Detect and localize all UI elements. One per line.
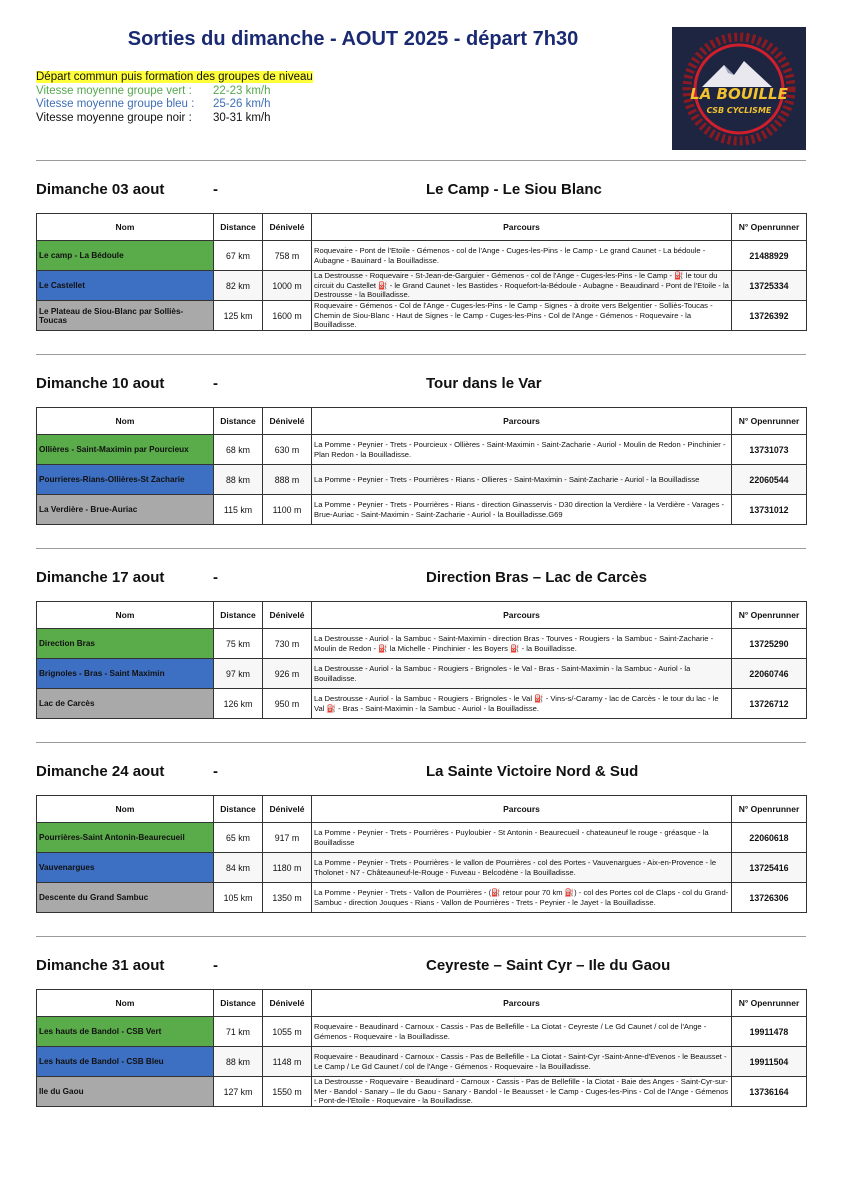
ride-route: Roquevaire - Pont de l'Etoile - Gémenos - col de l'Ange - Cuges-les-Pins - le Camp - Le grand Caunet - La bédoule - Aubagne - Bauinard - la Bouilladisse. (312, 241, 732, 271)
ride-route: La Pomme - Peynier - Trets - Pourrières - le vallon de Pourrières - col des Portes - Vauvenargues - Aix-en-Provence - le Tholonet - N7 - Châteauneuf-le-Rouge - Fuveau - Belcodène - la Bouilladisse. (312, 853, 732, 883)
table-row (37, 823, 807, 853)
column-header-openrunner: N° Openrunner (732, 796, 807, 823)
svg-text:LA BOUILLE: LA BOUILLE (690, 85, 788, 103)
table-row (37, 1047, 807, 1077)
rides-table (36, 407, 807, 525)
openrunner-number: 13725334 (732, 271, 807, 301)
ride-route: La Destrousse - Auriol - la Sambuc - Rougiers - Brignoles - le Val ⛽ - Vins-s/-Caramy - lac de Carcès - le tour du lac - le Val ⛽ - Bras - Saint-Maximin - la Sambuc - Auriol - la Bouilladisse. (312, 689, 732, 719)
section-dash: - (213, 957, 218, 974)
ride-name: Le camp - La Bédoule (37, 241, 214, 271)
blue-group-speed: 25-26 km/h (213, 98, 271, 110)
section-theme: La Sainte Victoire Nord & Sud (426, 763, 639, 780)
openrunner-number: 21488929 (732, 241, 807, 271)
rides-table (36, 601, 807, 719)
ride-route: Roquevaire - Beaudinard - Carnoux - Cassis - Pas de Bellefille - La Ciotat - Saint-Cyr -Saint-Anne-d'Evenos - le Beausset - Le Camp / Le Gd Caunet / col de l'Ange - Gémenos - Roquevaire - la Bouilladisse. (312, 1047, 732, 1077)
section-header (36, 181, 806, 203)
ride-elevation: 888 m (263, 465, 312, 495)
ride-route: La Pomme - Peynier - Trets - Vallon de Pourrières - (⛽ retour pour 70 km ⛽) - col des Portes col de Claps - col du Grand-Sambuc - direction Jouques - Rians - Vallon de Pourrières - Trets - Peynier - le Jayet - la Bouilladisse. (312, 883, 732, 913)
ride-name: Ollières - Saint-Maximin par Pourcieux (37, 435, 214, 465)
table-row (37, 1017, 807, 1047)
openrunner-number: 19911504 (732, 1047, 807, 1077)
table-row (37, 465, 807, 495)
table-header-row (37, 408, 807, 435)
ride-elevation: 1100 m (263, 495, 312, 525)
column-header-denivele: Dénivelé (263, 990, 312, 1017)
openrunner-number: 13731012 (732, 495, 807, 525)
table-header-row (37, 214, 807, 241)
column-header-parcours: Parcours (312, 408, 732, 435)
column-header-openrunner: N° Openrunner (732, 214, 807, 241)
column-header-denivele: Dénivelé (263, 796, 312, 823)
column-header-denivele: Dénivelé (263, 408, 312, 435)
ride-route: La Destrousse - Auriol - la Sambuc - Saint-Maximin - direction Bras - Tourves - Rougiers - la Sambuc - Saint-Zacharie - Moulin de Redon - ⛽ la Michelle - Pinchinier - les Boyers ⛽ - la Bouilladisse. (312, 629, 732, 659)
ride-name: La Verdière - Brue-Auriac (37, 495, 214, 525)
ride-elevation: 730 m (263, 629, 312, 659)
ride-distance: 67 km (214, 241, 263, 271)
table-row (37, 883, 807, 913)
blue-group-label: Vitesse moyenne groupe bleu : (36, 98, 195, 110)
ride-name: Lac de Carcès (37, 689, 214, 719)
ride-name: Brignoles - Bras - Saint Maximin (37, 659, 214, 689)
openrunner-number: 13725290 (732, 629, 807, 659)
ride-distance: 127 km (214, 1077, 263, 1107)
ride-name: Les hauts de Bandol - CSB Bleu (37, 1047, 214, 1077)
ride-distance: 126 km (214, 689, 263, 719)
ride-name: Les hauts de Bandol - CSB Vert (37, 1017, 214, 1047)
ride-distance: 125 km (214, 301, 263, 331)
ride-name: Pourrieres-Rians-Ollières-St Zacharie (37, 465, 214, 495)
section-theme: Direction Bras – Lac de Carcès (426, 569, 647, 586)
ride-elevation: 1600 m (263, 301, 312, 331)
section-day: Dimanche 17 aout (36, 569, 165, 586)
table-row (37, 659, 807, 689)
openrunner-number: 13736164 (732, 1077, 807, 1107)
section-theme: Ceyreste – Saint Cyr – Ile du Gaou (426, 957, 671, 974)
column-header-nom: Nom (37, 602, 214, 629)
column-header-nom: Nom (37, 990, 214, 1017)
column-header-parcours: Parcours (312, 214, 732, 241)
ride-elevation: 1000 m (263, 271, 312, 301)
ride-elevation: 1180 m (263, 853, 312, 883)
ride-name: Pourrières-Saint Antonin-Beaurecueil (37, 823, 214, 853)
table-header-row (37, 990, 807, 1017)
rides-table (36, 795, 807, 913)
openrunner-number: 13726392 (732, 301, 807, 331)
section-divider (36, 160, 806, 161)
section-divider (36, 936, 806, 937)
section-day: Dimanche 10 aout (36, 375, 165, 392)
column-header-distance: Distance (214, 214, 263, 241)
ride-elevation: 917 m (263, 823, 312, 853)
table-row (37, 1077, 807, 1107)
ride-distance: 115 km (214, 495, 263, 525)
section-week-2 (36, 354, 806, 525)
ride-distance: 97 km (214, 659, 263, 689)
ride-elevation: 1550 m (263, 1077, 312, 1107)
ride-elevation: 950 m (263, 689, 312, 719)
svg-text:CSB CYCLISME: CSB CYCLISME (706, 106, 772, 115)
table-row (37, 853, 807, 883)
rides-table (36, 213, 807, 331)
column-header-openrunner: N° Openrunner (732, 602, 807, 629)
section-theme: Tour dans le Var (426, 375, 542, 392)
ride-route: Roquevaire - Beaudinard - Carnoux - Cassis - Pas de Bellefille - La Ciotat - Ceyreste / Le Gd Caunet / col de l'Ange - Gémenos - Roquevaire - la Bouilladisse. (312, 1017, 732, 1047)
ride-distance: 105 km (214, 883, 263, 913)
openrunner-number: 22060618 (732, 823, 807, 853)
column-header-parcours: Parcours (312, 602, 732, 629)
ride-name: Descente du Grand Sambuc (37, 883, 214, 913)
ride-distance: 84 km (214, 853, 263, 883)
section-dash: - (213, 763, 218, 780)
column-header-nom: Nom (37, 214, 214, 241)
section-week-5 (36, 936, 806, 1107)
section-divider (36, 548, 806, 549)
section-divider (36, 354, 806, 355)
ride-route: La Pomme - Peynier - Trets - Pourrières - Rians - direction Ginasservis - D30 direction la Verdière - la Verdière - Varages - Brue-Auriac - Saint-Maximin - Saint-Zacharie - Auriol - la Bouilladisse.G69 (312, 495, 732, 525)
section-theme: Le Camp - Le Siou Blanc (426, 181, 602, 198)
openrunner-number: 19911478 (732, 1017, 807, 1047)
intro-block (36, 71, 313, 125)
green-group-speed: 22-23 km/h (213, 84, 271, 97)
table-header-row (37, 796, 807, 823)
ride-route: La Pomme - Peynier - Trets - Pourrières - Puyloubier - St Antonin - Beaurecueil - chateauneuf le rouge - gréasque - la Bouilladisse (312, 823, 732, 853)
ride-elevation: 926 m (263, 659, 312, 689)
ride-route: La Destrousse - Roquevaire - Beaudinard - Carnoux - Cassis - Pas de Bellefille - la Ciotat - Baie des Anges - Saint-Cyr-sur-Mer - Bandol - Sanary – Ile du Gaou - Sanary - Bandol - le Beausset - le Camp - Cuges-les-Pins - Col de l'Ange - Gémenos - Pont-de-l'Etoile - Roquevaire - la Bouilladisse. (312, 1077, 732, 1107)
ride-name: Le Castellet (37, 271, 214, 301)
table-row (37, 271, 807, 301)
column-header-nom: Nom (37, 408, 214, 435)
table-row (37, 629, 807, 659)
section-header (36, 569, 806, 591)
black-group-label: Vitesse moyenne groupe noir : (36, 111, 192, 124)
ride-distance: 88 km (214, 465, 263, 495)
section-week-1 (36, 160, 806, 331)
section-dash: - (213, 569, 218, 586)
column-header-openrunner: N° Openrunner (732, 408, 807, 435)
ride-distance: 71 km (214, 1017, 263, 1047)
column-header-distance: Distance (214, 990, 263, 1017)
ride-name: Direction Bras (37, 629, 214, 659)
ride-elevation: 1148 m (263, 1047, 312, 1077)
ride-distance: 82 km (214, 271, 263, 301)
section-day: Dimanche 24 aout (36, 763, 165, 780)
intro-common-departure: Départ commun puis formation des groupes de niveau (36, 71, 313, 83)
section-week-4 (36, 742, 806, 913)
column-header-distance: Distance (214, 408, 263, 435)
ride-route: La Destrousse - Auriol - la Sambuc - Rougiers - Brignoles - le Val - Bras - Saint-Maximin - la Sambuc - Auriol - la Bouilladisse. (312, 659, 732, 689)
green-group-label: Vitesse moyenne groupe vert : (36, 84, 192, 97)
section-day: Dimanche 03 aout (36, 181, 165, 198)
ride-name: Le Plateau de Siou-Blanc par Solliès-Toucas (37, 301, 214, 331)
section-header (36, 375, 806, 397)
ride-route: La Destrousse - Roquevaire - St-Jean-de-Garguier - Gémenos - col de l'Ange - Cuges-les-Pins - le Camp - ⛽ le tour du circuit du Castellet ⛽ - le Grand Caunet - les Bastides - Roquefort-la-Bédoule - Aubagne - Beaudinard - Pont de l'Etoile - la Destrousse - la Bouilladisse. (312, 271, 732, 301)
ride-elevation: 758 m (263, 241, 312, 271)
ride-distance: 75 km (214, 629, 263, 659)
openrunner-number: 13725416 (732, 853, 807, 883)
ride-name: Ile du Gaou (37, 1077, 214, 1107)
table-row (37, 689, 807, 719)
page-title: Sorties du dimanche - AOUT 2025 - départ 7h30 (127, 28, 579, 50)
openrunner-number: 13731073 (732, 435, 807, 465)
openrunner-number: 13726712 (732, 689, 807, 719)
ride-route: La Pomme - Peynier - Trets - Pourrières - Rians - Ollieres - Saint-Maximin - Saint-Zacharie - Auriol - la Bouilladisse (312, 465, 732, 495)
section-divider (36, 742, 806, 743)
rides-table (36, 989, 807, 1107)
column-header-denivele: Dénivelé (263, 602, 312, 629)
section-day: Dimanche 31 aout (36, 957, 165, 974)
ride-route: Roquevaire - Gémenos - Col de l'Ange - Cuges-les-Pins - le Camp - Signes - à droite vers Belgentier - Solliès-Toucas - Chemin de Siou-Blanc - Haut de Signes - le Camp - Cuges-les-Pins - Col de l'Ange - Gémenos - Roquevaire - la Bouilladisse. (312, 301, 732, 331)
table-row (37, 301, 807, 331)
openrunner-number: 13726306 (732, 883, 807, 913)
table-row (37, 495, 807, 525)
section-week-3 (36, 548, 806, 719)
ride-elevation: 630 m (263, 435, 312, 465)
section-dash: - (213, 181, 218, 198)
column-header-distance: Distance (214, 602, 263, 629)
column-header-denivele: Dénivelé (263, 214, 312, 241)
column-header-parcours: Parcours (312, 990, 732, 1017)
section-header (36, 763, 806, 785)
column-header-distance: Distance (214, 796, 263, 823)
section-header (36, 957, 806, 979)
ride-distance: 88 km (214, 1047, 263, 1077)
ride-elevation: 1055 m (263, 1017, 312, 1047)
table-row (37, 435, 807, 465)
openrunner-number: 22060544 (732, 465, 807, 495)
column-header-openrunner: N° Openrunner (732, 990, 807, 1017)
openrunner-number: 22060746 (732, 659, 807, 689)
black-group-speed: 30-31 km/h (213, 111, 271, 124)
column-header-nom: Nom (37, 796, 214, 823)
table-row (37, 241, 807, 271)
ride-distance: 68 km (214, 435, 263, 465)
ride-distance: 65 km (214, 823, 263, 853)
section-dash: - (213, 375, 218, 392)
column-header-parcours: Parcours (312, 796, 732, 823)
ride-route: La Pomme - Peynier - Trets - Pourcieux - Ollières - Saint-Maximin - Saint-Zacharie - Auriol - Moulin de Redon - Pinchinier - Plan Redon - la Bouilladisse. (312, 435, 732, 465)
club-logo (672, 27, 806, 150)
ride-elevation: 1350 m (263, 883, 312, 913)
ride-name: Vauvenargues (37, 853, 214, 883)
table-header-row (37, 602, 807, 629)
